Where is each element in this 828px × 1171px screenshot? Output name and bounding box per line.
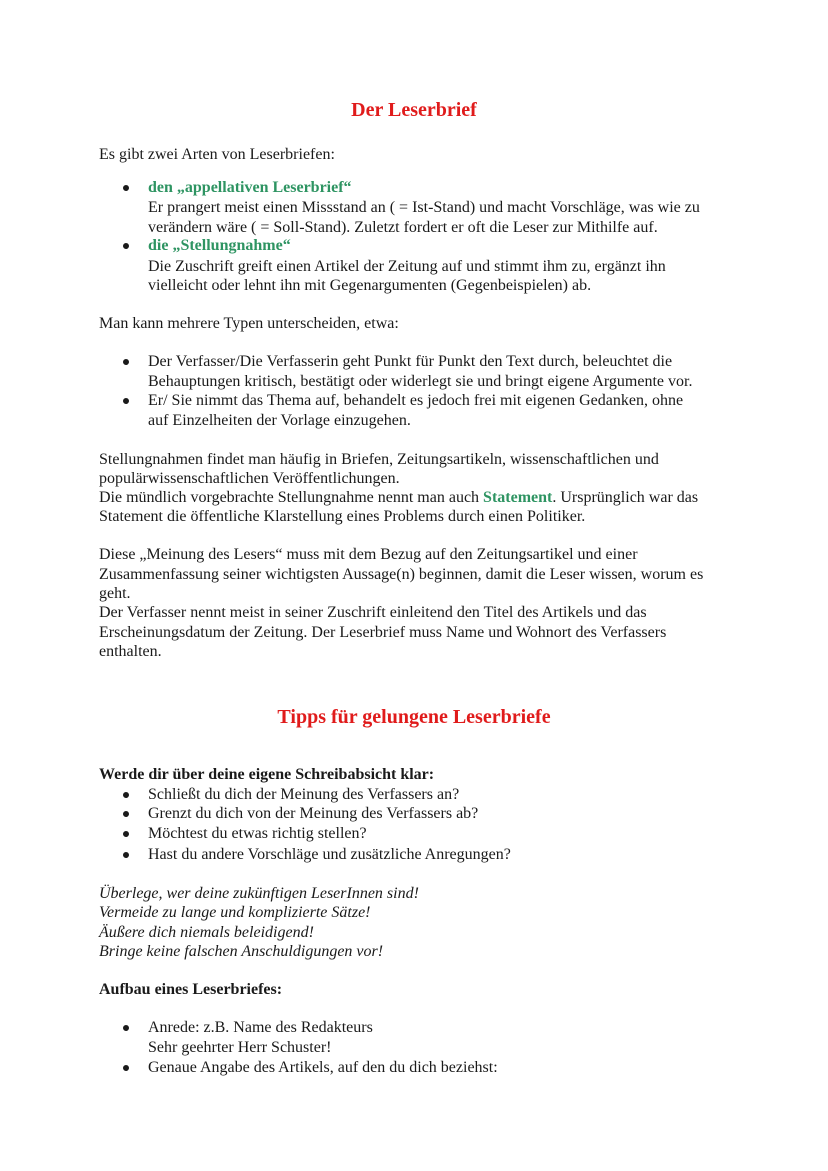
art-text: Die Zuschrift greift einen Artikel der Zeitung auf und stimmt ihm zu, ergänzt ihn — [148, 258, 666, 275]
aufbau-heading: Aufbau eines Leserbriefes: — [99, 981, 283, 998]
tipp-line: Vermeide zu lange und komplizierte Sätze! — [99, 904, 371, 921]
paragraph-line: geht. — [99, 585, 131, 602]
paragraph-line: Der Verfasser nennt meist in seiner Zuschrift einleitend den Titel des Artikels und das — [99, 604, 647, 621]
bullet-icon — [123, 398, 129, 404]
bullet-icon — [123, 792, 129, 798]
absicht-item: Hast du andere Vorschläge und zusätzliche Anregungen? — [148, 846, 511, 863]
bullet-icon — [123, 1065, 129, 1071]
aufbau-item: Anrede: z.B. Name des Redakteurs — [148, 1019, 373, 1036]
absicht-item: Möchtest du etwas richtig stellen? — [148, 825, 367, 842]
tipp-line: Überlege, wer deine zukünftigen LeserInnen sind! — [99, 885, 419, 902]
absicht-item: Grenzt du dich von der Meinung des Verfassers ab? — [148, 805, 479, 822]
paragraph-line: Diese „Meinung des Lesers“ muss mit dem Bezug auf den Zeitungsartikel und einer — [99, 546, 638, 563]
aufbau-item: Sehr geehrter Herr Schuster! — [148, 1039, 332, 1056]
typen-intro: Man kann mehrere Typen unterscheiden, etwa: — [99, 315, 399, 332]
bullet-icon — [123, 852, 129, 858]
intro-text: Es gibt zwei Arten von Leserbriefen: — [99, 146, 335, 163]
statement-term: Statement — [483, 489, 553, 506]
aufbau-item: Genaue Angabe des Artikels, auf den du dich beziehst: — [148, 1059, 498, 1076]
tipp-line: Bringe keine falschen Anschuldigungen vor! — [99, 943, 384, 960]
art-text: Er prangert meist einen Missstand an ( = Ist-Stand) und macht Vorschläge, was wie zu — [148, 199, 700, 216]
paragraph-line: populärwissenschaftlichen Veröffentlichungen. — [99, 470, 400, 487]
text: Die mündlich vorgebrachte Stellungnahme nennt man auch — [99, 489, 484, 506]
paragraph-line — [99, 488, 698, 508]
bullet-icon — [123, 243, 129, 249]
paragraph-line: Statement die öffentliche Klarstellung eines Problems durch einen Politiker. — [99, 508, 586, 525]
tipp-line: Äußere dich niemals beleidigend! — [99, 924, 314, 941]
art-heading: den „appellativen Leserbrief“ — [148, 179, 352, 196]
bullet-icon — [123, 359, 129, 365]
section-title: Tipps für gelungene Leserbriefe — [277, 706, 551, 728]
page-title: Der Leserbrief — [351, 99, 477, 121]
absicht-heading: Werde dir über deine eigene Schreibabsicht klar: — [99, 766, 435, 783]
typ-text: Der Verfasser/Die Verfasserin geht Punkt für Punkt den Text durch, beleuchtet die — [148, 353, 673, 370]
typ-text: auf Einzelheiten der Vorlage einzugehen. — [148, 412, 411, 429]
paragraph-line: Zusammenfassung seiner wichtigsten Aussage(n) beginnen, damit die Leser wissen, worum es — [99, 566, 704, 583]
paragraph-line: Stellungnahmen findet man häufig in Briefen, Zeitungsartikeln, wissenschaftlichen und — [99, 451, 659, 468]
bullet-icon — [123, 1025, 129, 1031]
bullet-icon — [123, 831, 129, 837]
absicht-item: Schließt du dich der Meinung des Verfassers an? — [148, 786, 460, 803]
paragraph-line: enthalten. — [99, 643, 162, 660]
paragraph-line: Erscheinungsdatum der Zeitung. Der Leserbrief muss Name und Wohnort des Verfassers — [99, 624, 667, 641]
art-heading: die „Stellungnahme“ — [148, 237, 291, 254]
bullet-icon — [123, 811, 129, 817]
typ-text: Behauptungen kritisch, bestätigt oder widerlegt sie und bringt eigene Argumente vor. — [148, 373, 693, 390]
art-text: verändern wäre ( = Soll-Stand). Zuletzt fordert er oft die Leser zur Mithilfe auf. — [148, 219, 658, 236]
art-text: vielleicht oder lehnt ihn mit Gegenargumenten (Gegenbeispielen) ab. — [148, 277, 592, 294]
bullet-icon — [123, 185, 129, 191]
typ-text: Er/ Sie nimmt das Thema auf, behandelt es jedoch frei mit eigenen Gedanken, ohne — [148, 392, 684, 409]
text: . Ursprünglich war das — [552, 489, 699, 506]
